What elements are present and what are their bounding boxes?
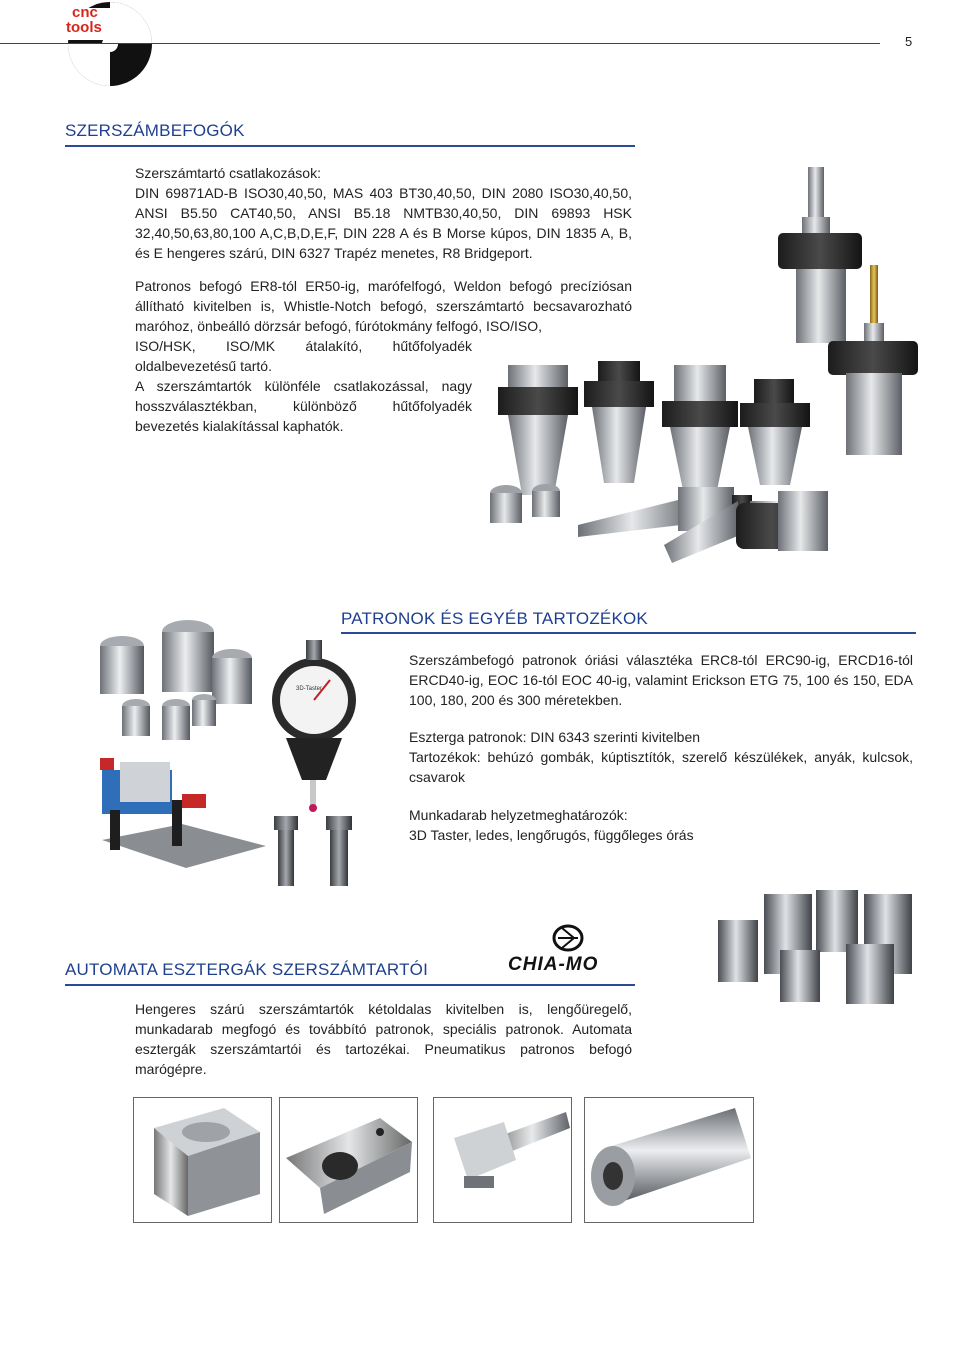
product-photo-shank-holder: [433, 1097, 572, 1223]
tool-holders-photo: [478, 165, 918, 565]
section2-para3: [409, 805, 913, 845]
brand-text: CHIA-MO: [508, 954, 599, 975]
para1: Hengeres szárú szerszámtartók kétoldalas kivitelben is, lengőüregelő, munkadarab megfogó és továbbító patronok, speciális patronok. Automata esztergák szerszámtartói és tartozékai. Pneumatikus patronos befogó marógépre.: [135, 1001, 632, 1077]
product-photo-clamp-block: [133, 1097, 272, 1223]
section2-para2: [409, 727, 913, 787]
para2-line1: Eszterga patronok: DIN 6343 szerinti kivitelben: [409, 729, 701, 745]
para3-line1: Munkadarab helyzetmeghatározók:: [409, 807, 628, 823]
para2-line2: Tartozékok: behúzó gombák, kúptisztítók, szerelő készülékek, anyák, kulcsok, csavarok: [409, 749, 913, 785]
section-rule: [65, 145, 635, 147]
logo-text-tools: tools: [66, 19, 102, 36]
section-title-szerszambefogok: SZERSZÁMBEFOGÓK: [65, 121, 245, 140]
product-photo-tool-block: [279, 1097, 418, 1223]
chia-mo-logo: [508, 920, 636, 982]
product-photo-collet: [584, 1097, 754, 1223]
gauge-label: 3D-Taster: [296, 686, 323, 692]
para3-line2: 3D Taster, ledes, lengőrugós, függőleges órás: [409, 827, 694, 843]
para2-narrow: ISO/HSK, ISO/MK átalakító, hűtőfolyadék oldalbevezetésű tartó.: [135, 338, 472, 374]
section-rule: [341, 632, 916, 634]
logo-text-cnc: cnc: [72, 4, 98, 21]
lathe-collets-photo: [716, 888, 916, 1008]
section1-para2-cont: [135, 336, 472, 436]
section-title-automata: AUTOMATA ESZTERGÁK SZERSZÁMTARTÓI: [65, 960, 429, 979]
page-number: 5: [905, 34, 913, 49]
para2-wide: Patronos befogó ER8-tól ER50-ig, marófelfogó, Weldon befogó precíziósan állítható kivitelben is, Whistle-Notch befogó, szerszámtartó becsavarozható maróhoz, önbeálló dörzsár befogó, fúrótokmány felfogó, ISO/ISO,: [135, 278, 632, 334]
para1-body: DIN 69871AD-B ISO30,40,50, MAS 403 BT30,40,50, DIN 2080 ISO30,40,50, ANSI B5.50 CAT40,50, ANSI B5.18 NMTB30,40,50, DIN 69893 HSK 32,40,50,63,80,100 A,C,B,D,E,F, DIN 228 A és B Morse kúpos, DIN 1835 A, B, és E hengeres szárú, DIN 6327 Trapéz menetes, R8 Bridgeport.: [135, 185, 632, 261]
section3-para1: [135, 999, 632, 1079]
para3: A szerszámtartók különféle csatlakozással, nagy hosszválasztékban, különböző hűtőfolyadék bevezetés kialakítással kaphatók.: [135, 378, 472, 434]
para1: Szerszámbefogó patronok óriási választéka ERC8-tól ERC90-ig, ERCD16-tól ERCD40-ig, EOC 16-tól EOC 40-ig, valamint Erickson ETG 75, 100 és 150, EDA 100, 180, 200 és 300 méretekben.: [409, 652, 913, 708]
header-rule: [0, 43, 880, 44]
section-title-patronok: PATRONOK ÉS EGYÉB TARTOZÉKOK: [341, 609, 648, 628]
collets-and-accessories-photo: [90, 610, 360, 890]
section-rule: [65, 984, 635, 986]
cnc-tools-logo: [64, 0, 156, 88]
section2-para1: [409, 650, 913, 710]
para1-line1: Szerszámtartó csatlakozások:: [135, 165, 321, 181]
